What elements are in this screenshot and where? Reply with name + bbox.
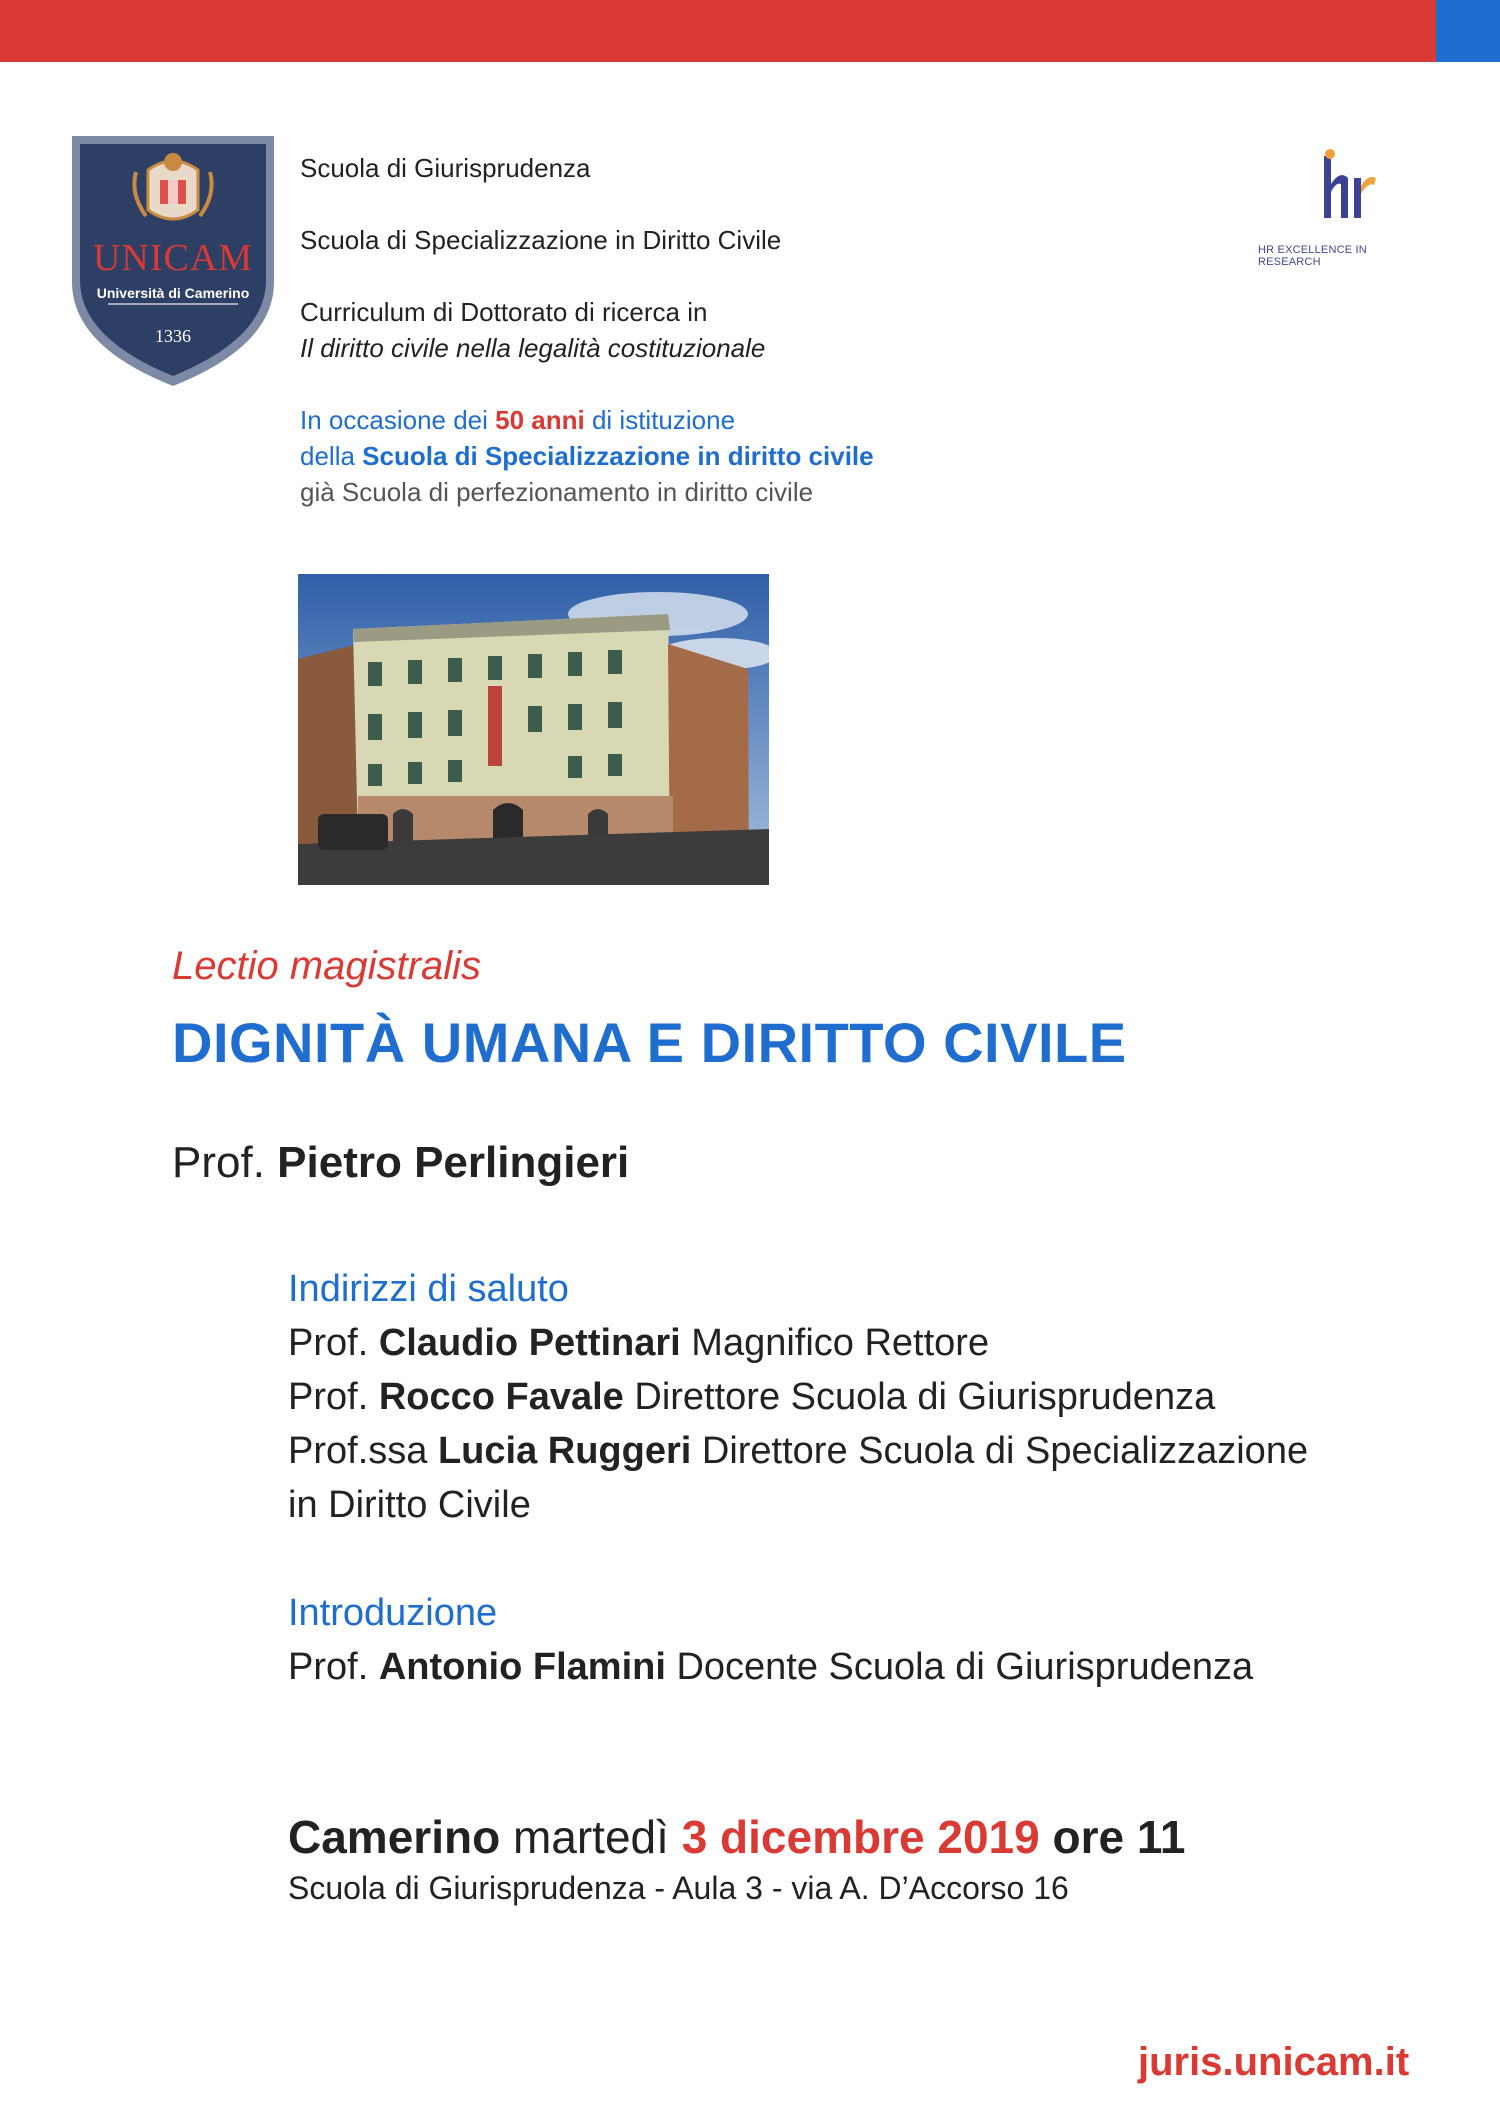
greeting-role: Direttore Scuola di Specializzazione bbox=[691, 1430, 1309, 1472]
event-venue: Scuola di Giurisprudenza - Aula 3 - via A. D’Accorso 16 bbox=[288, 1870, 1069, 1906]
header-line-3: Curriculum di Dottorato di ricerca in bbox=[300, 297, 708, 327]
header-line-1: Scuola di Giurisprudenza bbox=[300, 153, 591, 183]
event-city: Camerino bbox=[288, 1811, 501, 1863]
greeting-item bbox=[288, 1370, 1468, 1424]
logo-name: UNICAM bbox=[92, 237, 254, 279]
greeting-name: Claudio Pettinari bbox=[378, 1322, 681, 1364]
school-header bbox=[300, 150, 1000, 366]
anniversary-years: 50 anni bbox=[495, 405, 585, 435]
lecture-title: DIGNITÀ UMANA E DIRITTO CIVILE bbox=[172, 1011, 1127, 1074]
greeting-role: Direttore Scuola di Giurisprudenza bbox=[623, 1376, 1216, 1418]
event-weekday: martedì bbox=[500, 1811, 682, 1863]
anniversary-line-2 bbox=[300, 438, 1200, 474]
introduction-label: Introduzione bbox=[288, 1592, 498, 1634]
website-link[interactable]: juris.unicam.it bbox=[1138, 2040, 1410, 2084]
greeting-item bbox=[288, 1424, 1468, 1478]
greeting-name: Rocco Favale bbox=[378, 1376, 624, 1418]
introduction-role: Docente Scuola di Giurisprudenza bbox=[665, 1646, 1254, 1688]
speaker-name: Pietro Perlingieri bbox=[277, 1138, 630, 1187]
hr-excellence-logo bbox=[1258, 148, 1408, 268]
hr-caption: HR EXCELLENCE IN RESEARCH bbox=[1258, 244, 1367, 268]
greeting-prefix: Prof. bbox=[288, 1376, 379, 1418]
anniversary-note bbox=[300, 402, 1200, 510]
event-time: ore 11 bbox=[1039, 1811, 1186, 1863]
speaker bbox=[172, 1138, 629, 1188]
header-line-2: Scuola di Specializzazione in Diritto Civile bbox=[300, 225, 782, 255]
top-bar-blue bbox=[1436, 0, 1500, 62]
greeting-item bbox=[288, 1316, 1468, 1370]
speaker-prefix: Prof. bbox=[172, 1138, 278, 1187]
header-line-4: Il diritto civile nella legalità costituzionale bbox=[300, 333, 766, 363]
logo-subtitle: Università di Camerino bbox=[96, 285, 250, 301]
greetings-label: Indirizzi di saluto bbox=[288, 1268, 569, 1310]
anniversary-line-1 bbox=[300, 402, 1200, 438]
introduction-name: Antonio Flamini bbox=[378, 1646, 666, 1688]
anniversary-prefix: In occasione dei bbox=[300, 405, 496, 435]
anniversary-line-3: già Scuola di perfezionamento in diritto civile bbox=[300, 477, 814, 507]
program bbox=[288, 1262, 1468, 1694]
greeting-continuation: in Diritto Civile bbox=[288, 1484, 531, 1526]
introduction-item bbox=[288, 1640, 1468, 1694]
greeting-prefix: Prof.ssa bbox=[288, 1430, 438, 1472]
greeting-role: Magnifico Rettore bbox=[680, 1322, 990, 1364]
event-datetime bbox=[288, 1810, 1185, 1864]
event-date: 3 dicembre 2019 bbox=[681, 1811, 1040, 1863]
building-photo-icon bbox=[298, 574, 769, 885]
anniversary-line2-prefix: della bbox=[300, 441, 363, 471]
hr-icon bbox=[1318, 148, 1378, 228]
anniversary-suffix: di istituzione bbox=[584, 405, 736, 435]
logo-year: 1336 bbox=[155, 326, 191, 346]
anniversary-school: Scuola di Specializzazione in diritto civile bbox=[362, 441, 874, 471]
building-photo bbox=[298, 574, 769, 885]
greeting-name: Lucia Ruggeri bbox=[437, 1430, 692, 1472]
top-bar-red bbox=[0, 0, 1436, 62]
lecture-kicker: Lectio magistralis bbox=[172, 944, 482, 988]
introduction-prefix: Prof. bbox=[288, 1646, 379, 1688]
greeting-prefix: Prof. bbox=[288, 1322, 379, 1364]
unicam-logo bbox=[68, 132, 278, 390]
